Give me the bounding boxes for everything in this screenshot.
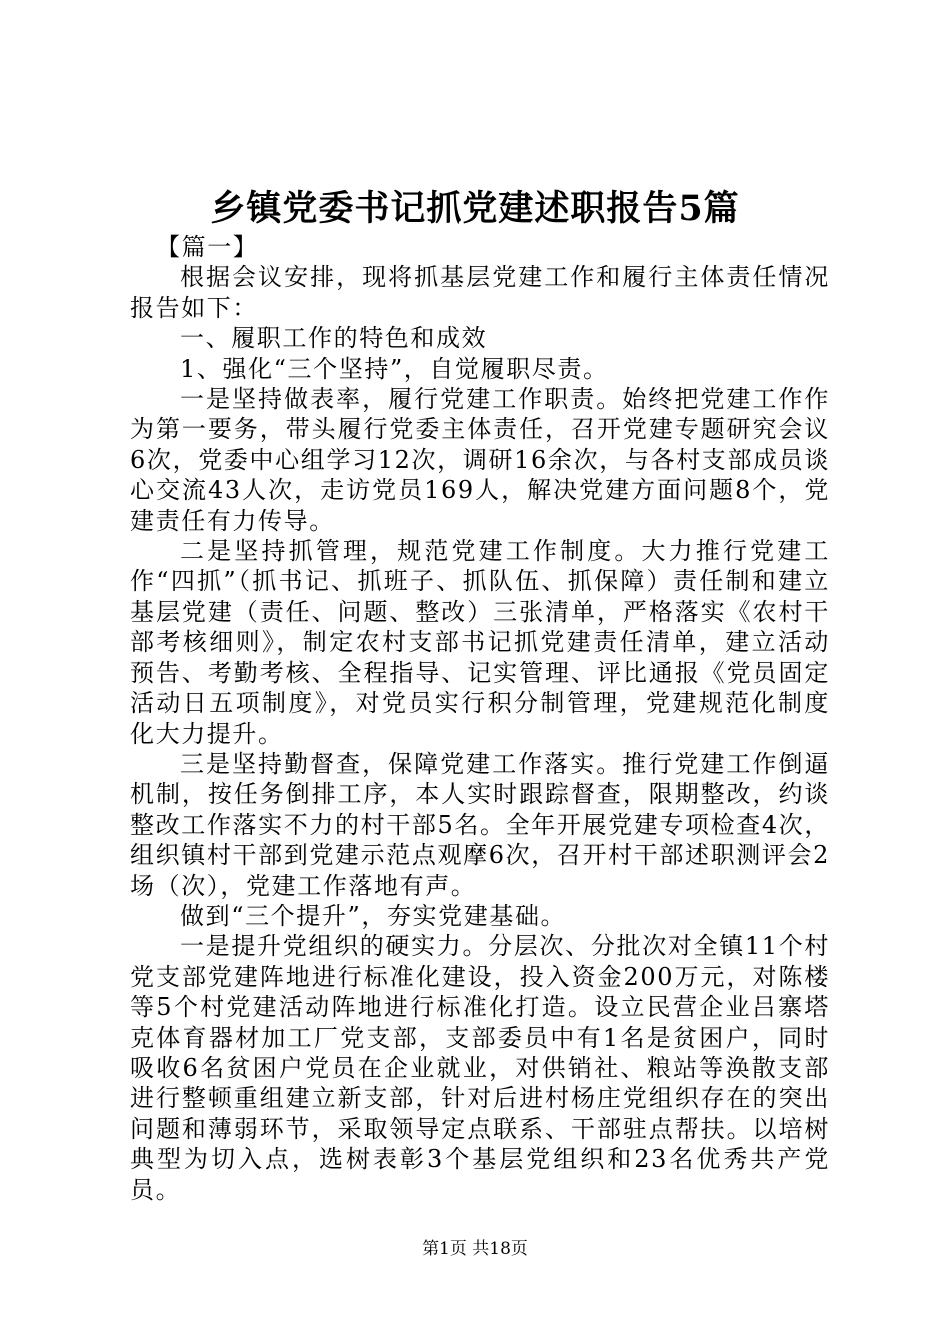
paragraph-heading: 一、履职工作的特色和成效 bbox=[180, 324, 488, 353]
paragraph: 二是坚持抓管理，规范党建工作制度。大力推行党建工作“四抓”（抓书记、抓班子、抓队伍、抓保障）责任制和建立基层党建（责任、问题、整改）三张清单，严格落实《农村干部考核细则》，制定农村支部书记抓党建责任清单，建立活动预告、考勤考核、全程指导、记实管理、评比通报《党员固定活动日五项制度》，对党员实行积分制管理，党建规范化制度化大力提升。 bbox=[130, 537, 830, 748]
paragraph-heading: 1、强化“三个坚持”，自觉履职尽责。 bbox=[180, 354, 609, 383]
paragraph: 一是提升党组织的硬实力。分层次、分批次对全镇11个村党支部党建阵地进行标准化建设，投入资金200万元，对陈楼等5个村党建活动阵地进行标准化打造。设立民营企业吕寨塔克体育器材加工厂党支部，支部委员中有1名是贫困户，同时吸收6名贫困户党员在企业就业，对供销社、粮站等涣散支部进行整顿重组建立新支部，针对后进村杨庄党组织存在的突出问题和薄弱环节，采取领导定点联系、干部驻点帮扶。以培树典型为切入点，选树表彰3个基层党组织和23名优秀共产党员。 bbox=[130, 932, 830, 1204]
document-body bbox=[130, 232, 830, 1205]
document-title: 乡镇党委书记抓党建述职报告5篇 bbox=[210, 188, 740, 229]
paragraph: 三是坚持勤督查，保障党建工作落实。推行党建工作倒逼机制，按任务倒排工序，本人实时跟踪督查，限期整改，约谈整改工作落实不力的村干部5名。全年开展党建专项检查4次，组织镇村干部到党建示范点观摩6次，召开村干部述职测评会2场（次），党建工作落地有声。 bbox=[130, 749, 830, 900]
paragraph-heading: 做到“三个提升”，夯实党建基础。 bbox=[180, 901, 567, 930]
page-footer: 第1页 共18页 bbox=[422, 1239, 528, 1259]
section-heading: 【篇一】 bbox=[156, 233, 259, 261]
paragraph: 一是坚持做表率，履行党建工作职责。始终把党建工作作为第一要务，带头履行党委主体责任，召开党建专题研究会议6次，党委中心组学习12次，调研16余次，与各村支部成员谈心交流43人次，走访党员169人，解决党建方面问题8个，党建责任有力传导。 bbox=[130, 385, 830, 535]
paragraph: 根据会议安排，现将抓基层党建工作和履行主体责任情况报告如下： bbox=[130, 263, 830, 322]
